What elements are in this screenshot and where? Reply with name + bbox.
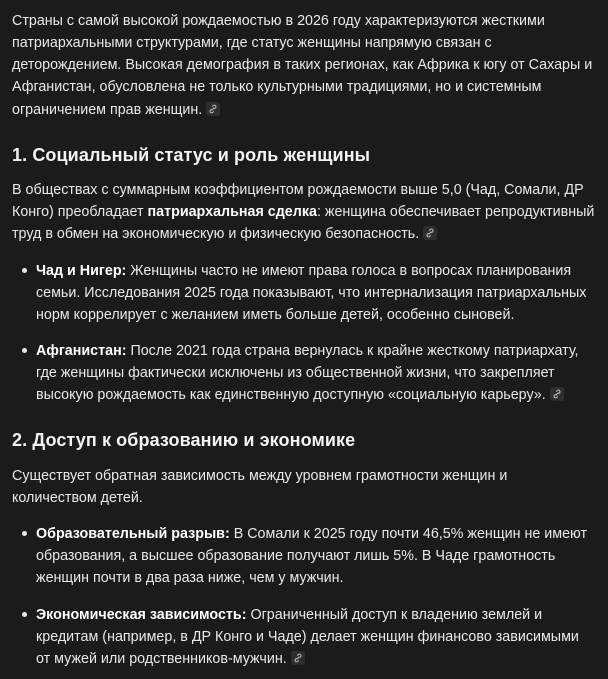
list-item xyxy=(36,523,596,589)
list-item xyxy=(36,260,596,326)
intro-text: Страны с самой высокой рождаемостью в 2026 году характеризуются жесткими патриархальными структурами, где статус женщины напрямую связан с деторождением. Высокая демография в таких регионах, как Африка к югу от Сахары и Афганистан, обусловлена не только культурными традициями, но и системным ограничением прав женщин. xyxy=(12,13,593,118)
bullet-text: Женщины часто не имеют права голоса в вопросах планирования семьи. Исследования 2025 года показывают, что интернализация патриархальных норм коррелирует с желанием иметь больше детей, особенно сыновей. xyxy=(36,262,587,323)
section-1-heading: 1. Социальный статус и роль женщины xyxy=(12,144,371,165)
section-2-heading: 2. Доступ к образованию и экономике xyxy=(12,430,356,451)
section-1-bullet-list xyxy=(12,260,596,407)
section-2-lead: Существует обратная зависимость между уровнем грамотности женщин и количеством детей. xyxy=(12,467,508,506)
link-icon[interactable] xyxy=(206,102,220,116)
bullet-label: Чад и Нигер: xyxy=(36,262,127,279)
link-icon[interactable] xyxy=(550,387,564,401)
intro-paragraph xyxy=(12,10,596,121)
bullet-label: Образовательный разрыв: xyxy=(36,526,230,543)
bullet-text: После 2021 года страна вернулась к крайне жесткому патриархату, где женщины фактически исключены из общественной жизни, что закрепляет высокую рождаемость как единственную доступную «социальную карьеру». xyxy=(36,343,579,404)
section-1-lead-before: В обществах с суммарным коэффициентом рождаемости выше 5,0 (Чад, Сомали, ДР Конго) преобладает xyxy=(12,182,584,221)
bullet-label: Экономическая зависимость: xyxy=(36,606,247,623)
bullet-text: В Сомали к 2025 году почти 46,5% женщин не имеют образования, а высшее образование получают лишь 5%. В Чаде грамотность женщин почти в два раза ниже, чем у мужчин. xyxy=(36,526,587,587)
section-2-bullet-list xyxy=(12,523,596,670)
bullet-label: Афганистан: xyxy=(36,343,127,360)
link-icon[interactable] xyxy=(291,651,305,665)
section-1-lead xyxy=(12,179,596,245)
section-1-lead-after: : женщина обеспечивает репродуктивный труд в обмен на экономическую и физическую безопасность. xyxy=(12,204,595,243)
bullet-text: Ограниченный доступ к владению землей и кредитам (например, в ДР Конго и Чаде) делает женщин финансово зависимыми от мужей или родственников-мужчин. xyxy=(36,606,579,667)
list-item xyxy=(36,340,596,406)
link-icon[interactable] xyxy=(423,226,437,240)
section-1-lead-bold: патриархальная сделка xyxy=(147,204,317,221)
list-item xyxy=(36,604,596,670)
